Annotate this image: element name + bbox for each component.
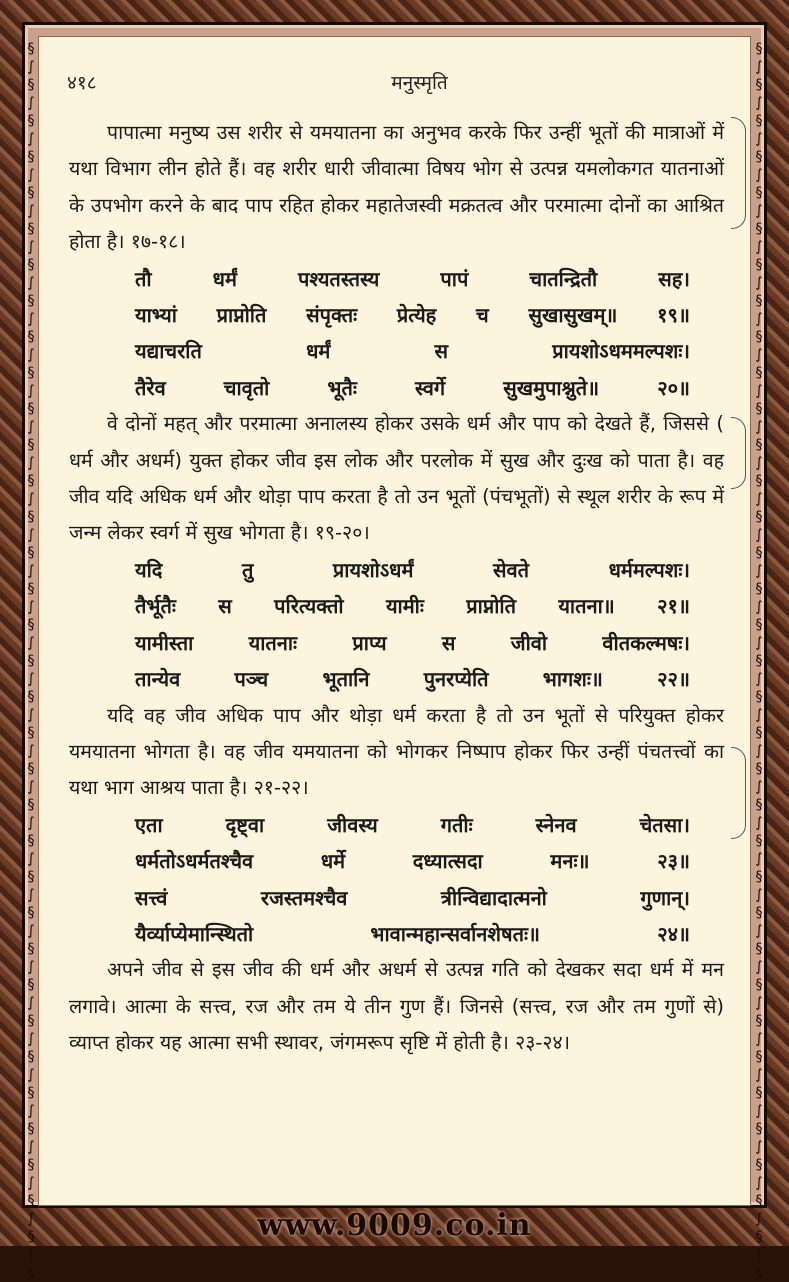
margin-bracket-mark	[731, 117, 746, 229]
running-head	[39, 69, 750, 99]
margin-bracket-mark	[731, 417, 746, 489]
left-ornament-icon: § ∫ § ∫ § ∫ § ∫ § ∫ § ∫ § ∫ § ∫ § ∫ § ∫ § ∫ § ∫ § ∫ § ∫ § ∫ § ∫ § ∫ § ∫ § ∫ § ∫ § ∫ § ∫ § ∫ § ∫ § ∫ § ∫ § ∫ § ∫ § ∫ § ∫ § ∫ § ∫ § ∫ § ∫ §	[27, 41, 35, 1281]
website-footer[interactable]: www.9009.co.in	[257, 1208, 532, 1243]
verse-line: यामीस्ता यातनाः प्राप्य स जीवो वीतकल्मषः।	[135, 630, 690, 655]
paragraph-2: वे दोनों महत् और परमात्मा अनालस्य होकर उसके धर्म और पाप को देखते हैं, जिससे ( धर्म और अधर्म) युक्त होकर जीव इस लोक और परलोक में सुख और दुःख को पाता है। वह जीव यदि अधिक धर्म और थोड़ा पाप करता है तो उन भूतों (पंचभूतों) से स्थूल शरीर के रूप में जन्म लेकर स्वर्ग में सुख भोगता है। १९-२०।	[69, 412, 724, 545]
book-page	[38, 36, 751, 1206]
paragraph-4: अपने जीव से इस जीव की धर्म और अधर्म से उत्पन्न गति को देखकर सदा धर्म में मन लगावे। आत्मा के सत्त्व, रज और तम ये तीन गुण हैं। जिनसे (सत्त्व, रज और तम गुणों से) व्याप्त होकर यह आत्मा सभी स्थावर, जंगमरूप सृष्टि में होती है। २३-२४।	[69, 958, 724, 1055]
verse-line: तान्येव पञ्च भूतानि पुनरप्येति भागशः॥ २२॥	[135, 667, 690, 692]
verse-line: तौ धर्मं पश्यतस्तस्य पापं चातन्द्रितौ सह।	[135, 266, 690, 291]
verse-line: सत्त्वं रजस्तमश्चैव त्रीन्विद्यादात्मनो गुणान्।	[135, 885, 690, 910]
verse-line: याभ्यां प्राप्नोति संपृक्तः प्रेत्येह च सुखासुखम्॥ १९॥	[135, 303, 690, 328]
verse-line: तैर्भूतैः स परित्यक्तो यामीः प्राप्नोति यातना॥ २१॥	[135, 594, 690, 619]
page-content	[69, 115, 724, 1062]
verse-line: यद्याचरति धर्मं स प्रायशोऽधममल्पशः।	[135, 339, 690, 364]
verse-block-3	[135, 807, 690, 953]
verse-line: धर्मतोऽधर्मतश्चैव धर्मे दध्यात्सदा मनः॥ २३॥	[135, 849, 690, 874]
verse-block-1	[135, 261, 690, 407]
margin-bracket-mark	[731, 747, 746, 839]
verse-block-2	[135, 552, 690, 698]
right-ornament-icon: § ∫ § ∫ § ∫ § ∫ § ∫ § ∫ § ∫ § ∫ § ∫ § ∫ § ∫ § ∫ § ∫ § ∫ § ∫ § ∫ § ∫ § ∫ § ∫ § ∫ § ∫ § ∫ § ∫ § ∫ § ∫ § ∫ § ∫ § ∫ § ∫ § ∫ § ∫ § ∫ § ∫ § ∫ §	[755, 41, 763, 1281]
verse-line: यैर्व्याप्येमान्स्थितो भावान्महान्सर्वानशेषतः॥ २४॥	[135, 921, 690, 946]
verse-line: यदि तु प्रायशोऽधर्मं सेवते धर्ममल्पशः।	[135, 557, 690, 582]
verse-line: एता दृष्ट्वा जीवस्य गतीः स्नेनव चेतसा।	[135, 812, 690, 837]
book-title: मनुस्मृति	[391, 72, 448, 94]
paragraph-3: यदि वह जीव अधिक पाप और थोड़ा धर्म करता है तो उन भूतों से परियुक्त होकर यमयातना भोगता है। वह जीव यमयातना को भोगकर निष्पाप होकर फिर उन्हीं पंचतत्त्वों का यथा भाग आश्रय पाता है। २१-२२।	[69, 703, 724, 800]
page-number: ४१८	[67, 72, 97, 94]
paragraph-1: पापात्मा मनुष्य उस शरीर से यमयातना का अनुभव करके फिर उन्हीं भूतों की मात्राओं में यथा विभाग लीन होते हैं। वह शरीर धारी जीवात्मा विषय भोग से उत्पन्न यमलोकगत यातनाओं के उपभोग करने के बाद पाप रहित होकर महातेजस्वी मक्रतत्व और परमात्मा दोनों का आश्रित होता है। १७-१८।	[69, 121, 724, 254]
verse-line: तैरेव चावृतो भूतैः स्वर्गे सुखमुपाश्नुते॥ २०॥	[135, 375, 690, 400]
